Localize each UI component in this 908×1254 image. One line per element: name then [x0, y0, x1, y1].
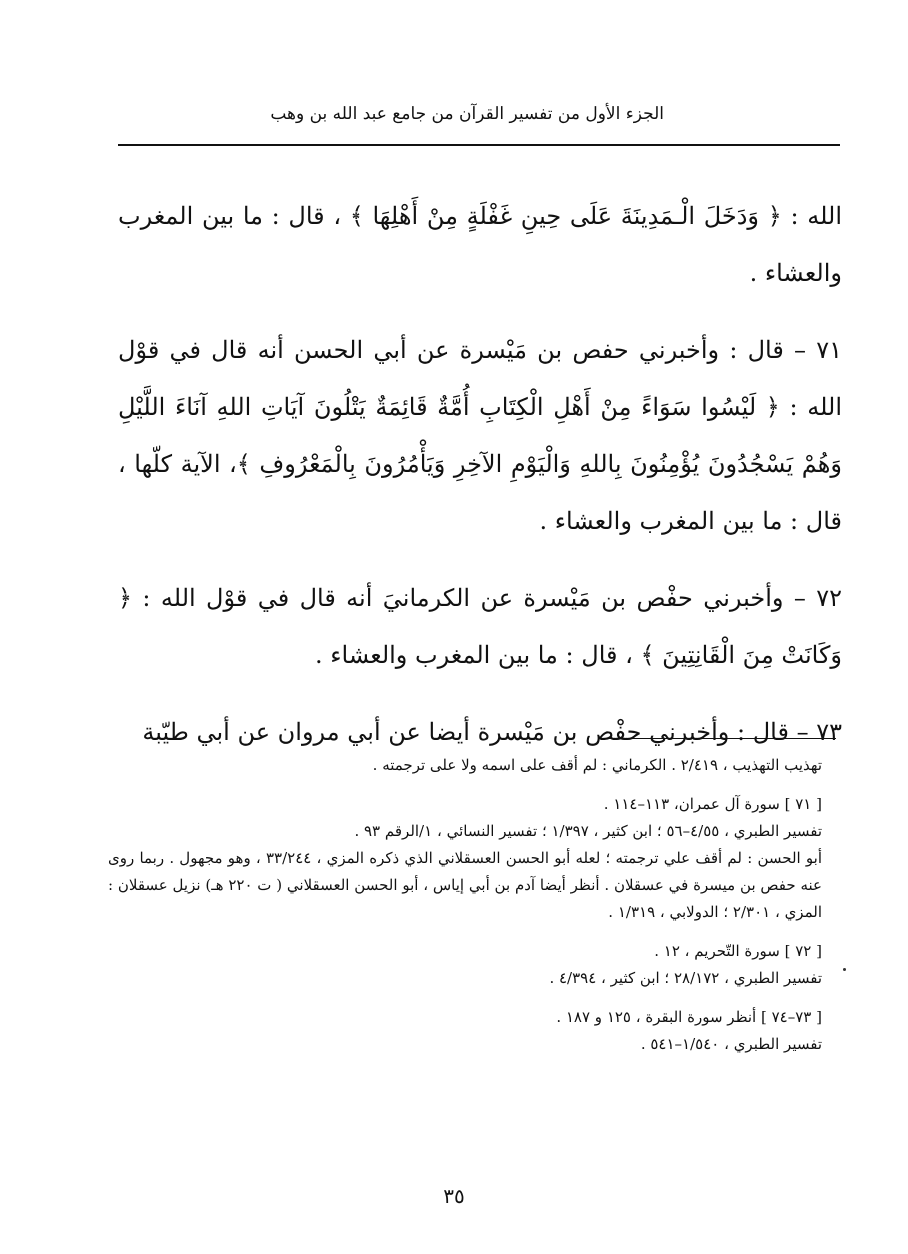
footnote-line: تفسير الطبري ، ١/٥٤٠–٥٤١ .	[640, 1035, 822, 1053]
footnote-rule	[608, 738, 836, 739]
paragraph-71: ٧١ – قال : وأخبرني حفص بن مَيْسرة عن أبي الحسن أنه قال في قوْل الله : ﴿ لَيْسُوا سَوَاءً مِنْ أَهْلِ الْكِتَابِ أُمَّةٌ قَائِمَةٌ يَتْلُونَ آيَاتِ اللهِ آنَاءَ اللَّيْلِ وَهُمْ يَسْجُدُونَ يُؤْمِنُونَ بِاللهِ وَالْيَوْمِ الآخِرِ وَيَأْمُرُونَ بِالْمَعْرُوفِ ﴾، الآية كلّها ، قال : ما بين المغرب والعشاء .	[118, 336, 842, 535]
paragraph-73: ٧٣ – قال : وأخبرني حفْص بن مَيْسرة أيضا عن أبي مروان عن أبي طيّبة	[142, 718, 842, 746]
footnote-line: [ ٧٢ ] سورة التّحريم ، ١٢ .	[654, 942, 822, 960]
footnote-line: [ ٧٣–٧٤ ] أنظر سورة البقرة ، ١٢٥ و ١٨٧ .	[556, 1008, 822, 1026]
running-header: الجزء الأول من تفسير القرآن من جامع عبد الله بن وهب	[270, 104, 664, 124]
paragraph-continuation: الله : ﴿ وَدَخَلَ الْـمَدِينَةَ عَلَى حِينِ غَفْلَةٍ مِنْ أَهْلِهَا ﴾ ، قال : ما بين المغرب والعشاء .	[118, 202, 842, 287]
footnotes	[108, 752, 822, 1058]
page-number: ٣٥	[443, 1184, 465, 1208]
main-text	[118, 188, 842, 761]
footnote-line: أبو الحسن : لم أقف علي ترجمته ؛ لعله أبو الحسن العسقلاني الذي ذكره المزي ، ٣٣/٢٤٤ ، وهو مجهول . ربما روى عنه حفص بن ميسرة في عسقلان . أنظر أيضا آدم بن أبي إياس ، أبو الحسن العسقلاني ( ت ٢٢٠ هـ) نزيل عسقلان : المزي ، ٢/٣٠١ ؛ الدولابي ، ١/٣١٩ .	[108, 849, 822, 921]
footnote-line: [ ٧١ ] سورة آل عمران، ١١٣–١١٤ .	[603, 795, 822, 813]
header-rule	[118, 144, 840, 146]
footnote-line: تفسير الطبري ، ٢٨/١٧٢ ؛ ابن كثير ، ٤/٣٩٤ .	[549, 969, 822, 987]
footnote-line: تهذيب التهذيب ، ٢/٤١٩ . الكرماني : لم أقف على اسمه ولا على ترجمته .	[372, 756, 822, 774]
paragraph-72: ٧٢ – وأخبرني حفْص بن مَيْسرة عن الكرمانيَ أنه قال في قوْل الله : ﴿ وَكَانَتْ مِنَ الْقَانِتِينَ ﴾ ، قال : ما بين المغرب والعشاء .	[118, 584, 842, 669]
margin-speck	[843, 968, 846, 971]
footnote-line: تفسير الطبري ، ٤/٥٥–٥٦ ؛ ابن كثير ، ١/٣٩٧ ؛ تفسير النسائي ، ١/الرقم ٩٣ .	[354, 822, 822, 840]
